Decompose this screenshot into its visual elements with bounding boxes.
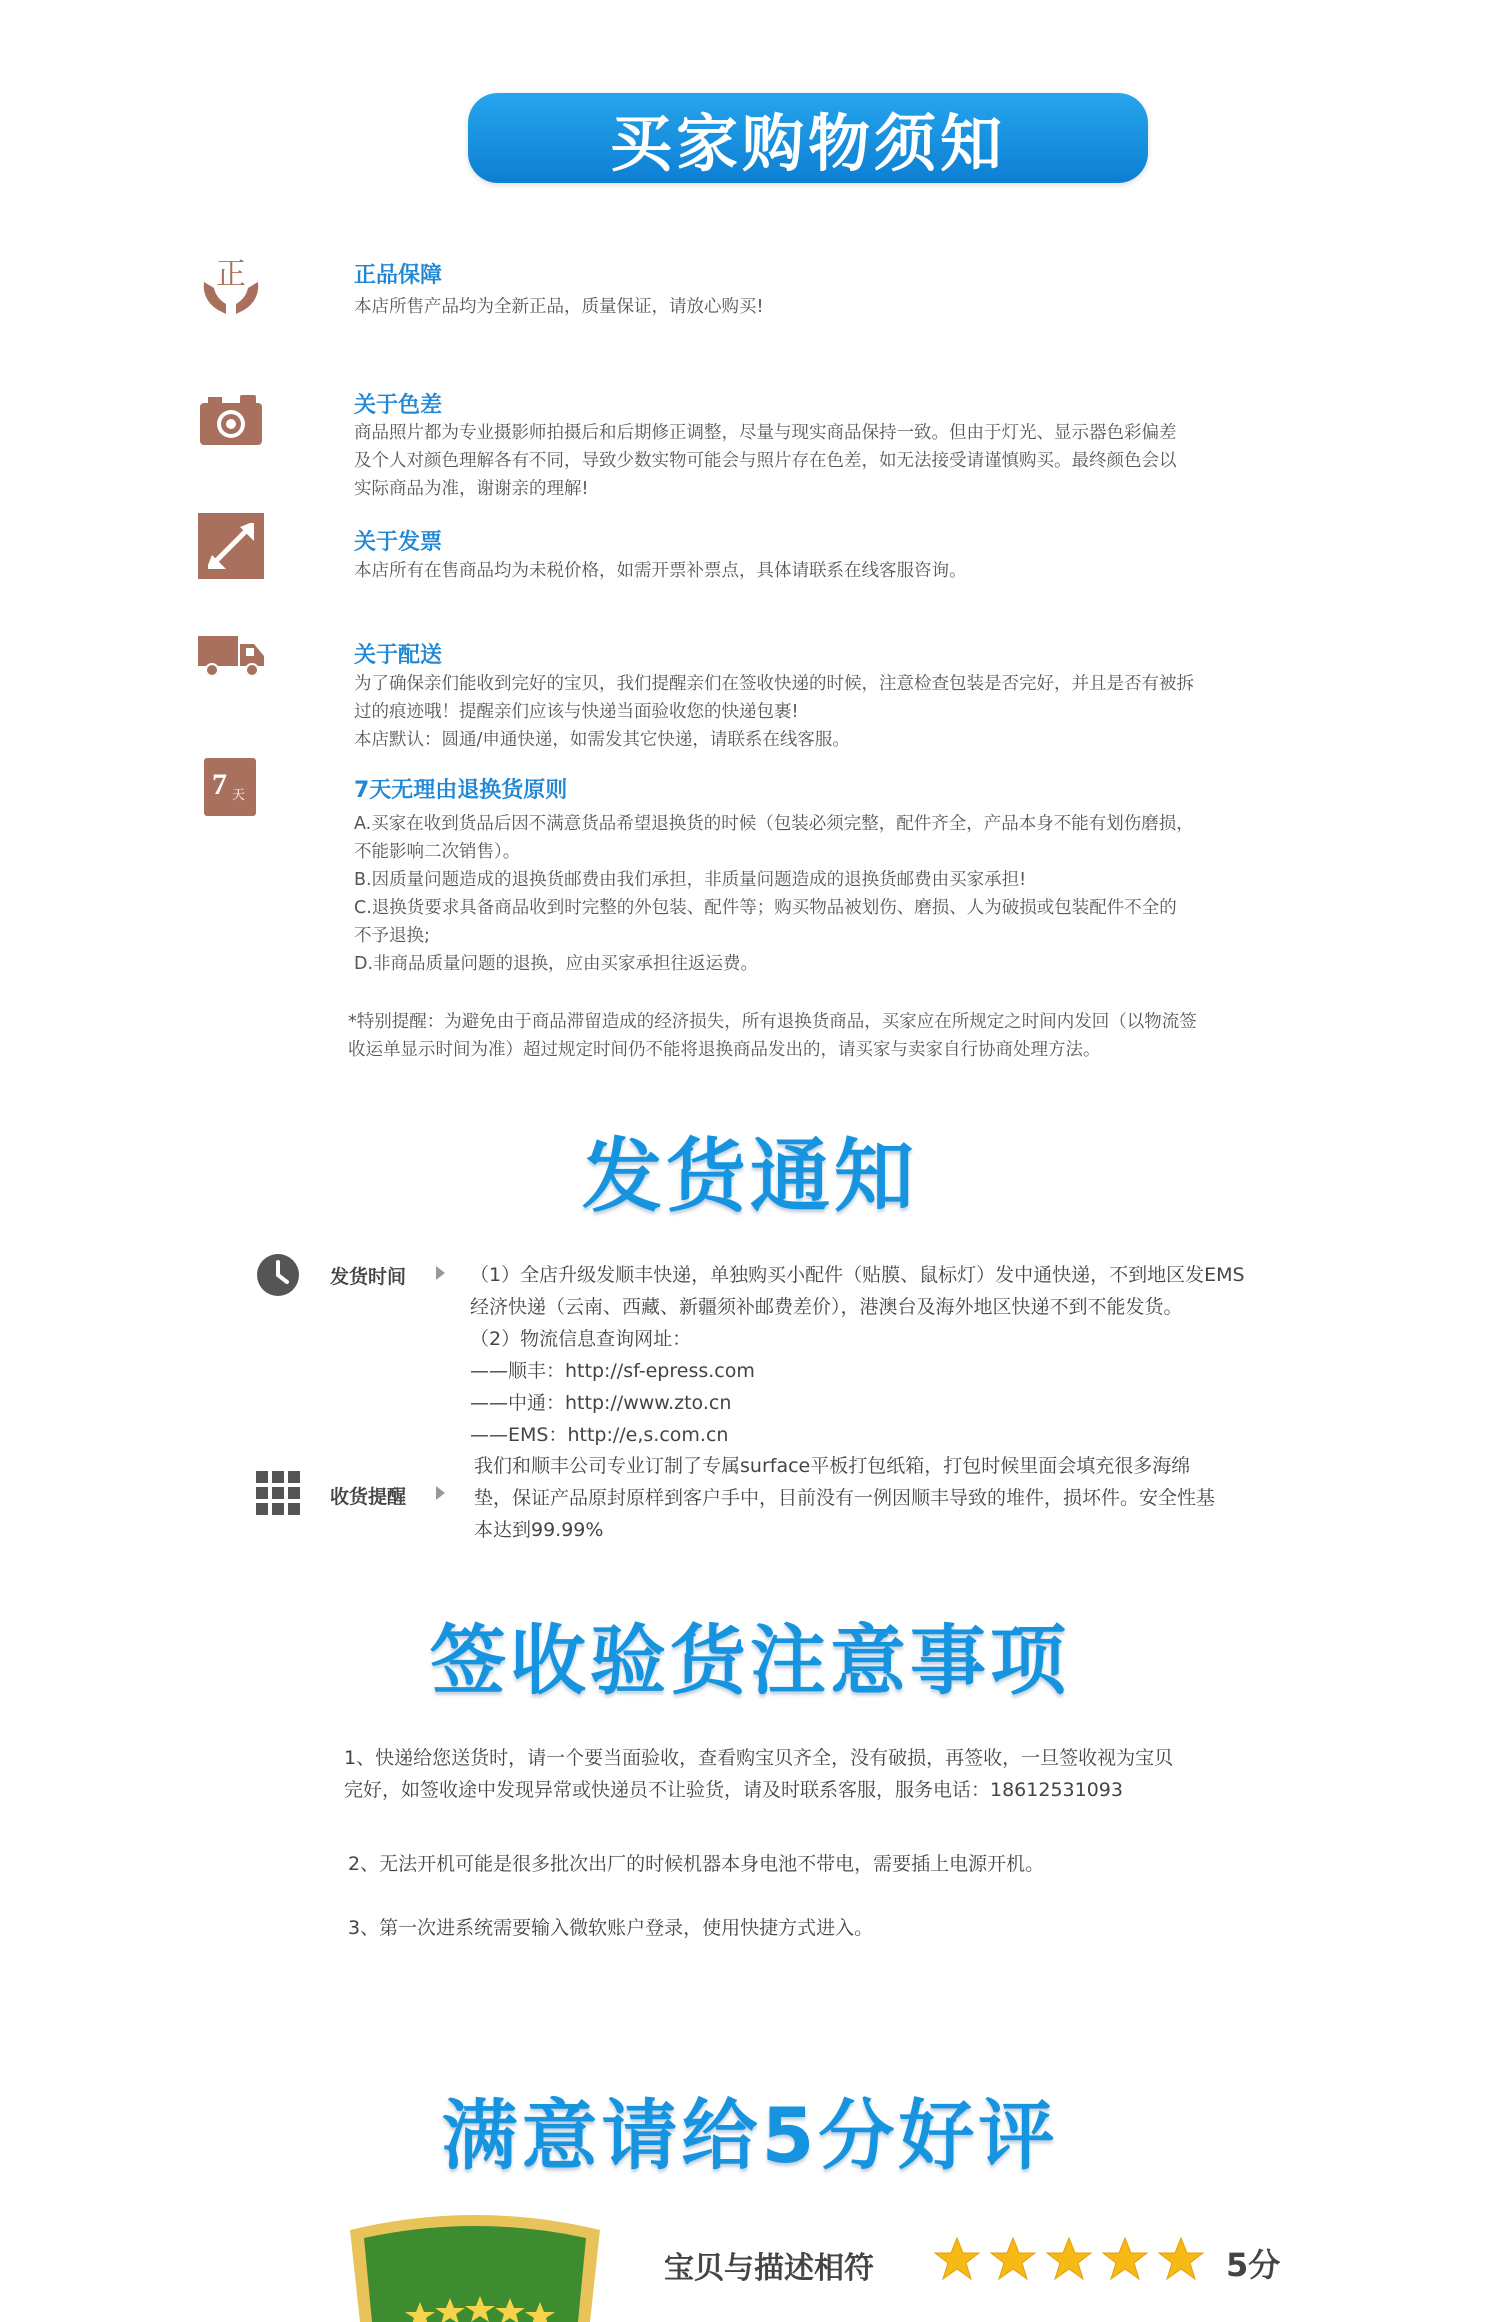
notice-text-delivery: 为了确保亲们能收到完好的宝贝，我们提醒亲们在签收快递的时候，注意检查包装是否完好，并且是否有被拆 过的痕迹哦！提醒亲们应该与快递当面验收您的快递包裹! 本店默认：圆通/申通快递，如需发其它快递，请联系在线客服。 [354, 674, 1194, 750]
resize-arrow-icon [196, 511, 266, 581]
notice-text-genuine: 本店所售产品均为全新正品，质量保证，请放心购买! [354, 297, 764, 317]
shipping-heading: 发货通知 [582, 1130, 918, 1223]
chevron-right-icon [436, 1266, 445, 1280]
chevron-right-icon [436, 1486, 445, 1500]
special-note: *特别提醒：为避免由于商品滞留造成的经济损失，所有退换货商品，买家应在所规定之时间内发回（以物流签 收运单显示时间为准）超过规定时间仍不能将退换商品发出的，请买家与卖家自行协商处理方法。 [348, 1012, 1197, 1060]
notice-text-invoice: 本店所有在售商品均为未税价格，如需开票补票点，具体请联系在线客服咨询。 [354, 561, 967, 581]
star-icon [1102, 2236, 1148, 2282]
star-icon [1158, 2236, 1204, 2282]
seven-day-icon-number: 7 [212, 768, 227, 801]
rating-heading: 满意请给5分好评 [441, 2091, 1059, 2180]
notice-title-delivery: 关于配送 [354, 643, 443, 668]
receive-reminder-text: 我们和顺丰公司专业订制了专属surface平板打包纸箱，打包时候里面会填充很多海绵 垫，保证产品原封原样到客户手中，目前没有一例因顺丰导致的堆件，损坏件。安全性基 本达到99.99% [474, 1455, 1216, 1541]
receive-reminder-label: 收货提醒 [330, 1486, 407, 1508]
notice-title-color: 关于色差 [354, 393, 443, 418]
clock-icon [256, 1253, 300, 1297]
star-icon [934, 2236, 980, 2282]
svg-text:正: 正 [216, 257, 246, 292]
grid-icon [256, 1471, 300, 1515]
signing-item-3: 3、第一次进系统需要输入微软账户登录，使用快捷方式进入。 [348, 1917, 874, 1939]
shipping-time-label: 发货时间 [330, 1266, 407, 1288]
banner-title: 买家购物须知 [609, 106, 1006, 180]
seven-day-icon-sub: 天 [232, 788, 246, 803]
signing-item-1: 1、快递给您送货时，请一个要当面验收，查看购宝贝齐全，没有破损，再签收，一旦签收视为宝贝 完好，如签收途中发现异常或快递员不让验货，请及时联系客服，服务电话：18612531093 [344, 1747, 1174, 1801]
notice-text-color: 商品照片都为专业摄影师拍摄后和后期修正调整，尽量与现实商品保持一致。但由于灯光、显示器色彩偏差 及个人对颜色理解各有不同，导致少数实物可能会与照片存在色差，如无法接受请谨慎购买。最终颜色会以 实际商品为准，谢谢亲的理解! [354, 423, 1177, 499]
rating-badge-icon [340, 2210, 610, 2322]
shipping-time-text: （1）全店升级发顺丰快递，单独购买小配件（贴膜、鼠标灯）发中通快递，不到地区发EMS 经济快递（云南、西藏、新疆须补邮费差价），港澳台及海外地区快递不到不能发货。 （2）物流信息查询网址： ——顺丰：http://sf-epress.com ——中通：http://www.zto.cn ——EMS：http://e,s.com.cn [470, 1264, 1245, 1446]
star-icon [1046, 2236, 1092, 2282]
guarantee-hands-icon [196, 252, 266, 322]
signing-heading: 签收验货注意事项 [430, 1616, 1070, 1705]
signing-item-2: 2、无法开机可能是很多批次出厂的时候机器本身电池不带电，需要插上电源开机。 [348, 1853, 1045, 1875]
notice-title-genuine: 正品保障 [354, 263, 443, 288]
page-banner [468, 93, 1148, 183]
truck-icon [196, 622, 266, 692]
notice-title-invoice: 关于发票 [354, 530, 443, 555]
rating-label: 宝贝与描述相符 [664, 2251, 874, 2286]
star-icon [990, 2236, 1036, 2282]
camera-icon [196, 385, 266, 455]
notice-text-return: A.买家在收到货品后因不满意货品希望退换货的时候（包装必须完整，配件齐全，产品本身不能有划伤磨损， 不能影响二次销售）。 B.因质量问题造成的退换货邮费由我们承担，非质量问题造成的退换货邮费由买家承担! C.退换货要求具备商品收到时完整的外包装、配件等；购买物品被划伤、磨损、人为破损或包装配件不全的 不予退换; D.非商品质量问题的退换，应由买家承担往返运费。 [354, 814, 1194, 974]
seven-day-icon [204, 758, 256, 816]
notice-title-return: 7天无理由退换货原则 [354, 778, 568, 803]
rating-score: 5分 [1226, 2246, 1281, 2284]
